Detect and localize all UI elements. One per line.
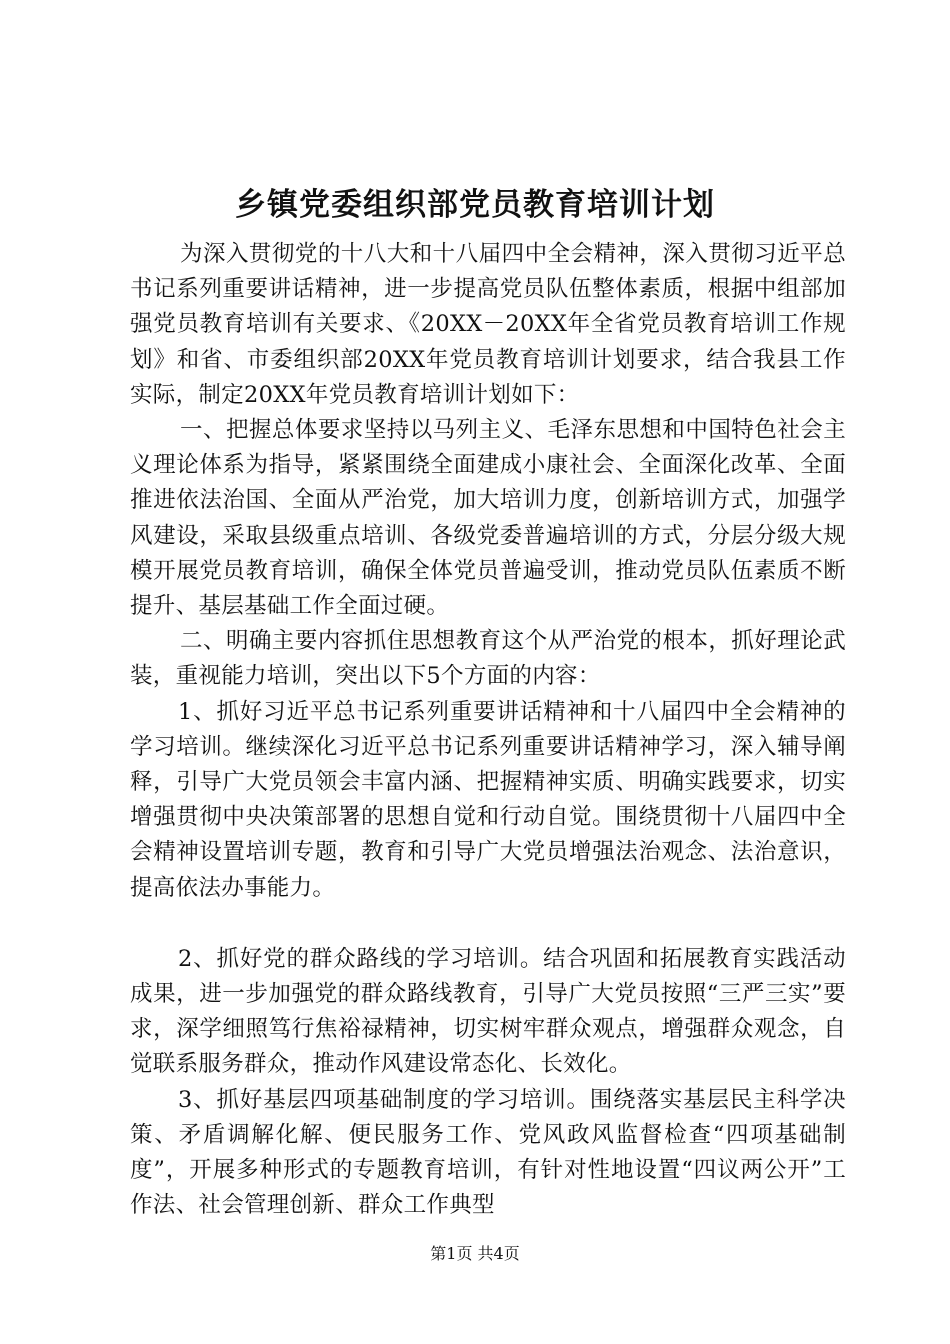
- page-number-footer: 第1页 共4页: [430, 1244, 520, 1263]
- intro-paragraph: 为深入贯彻党的十八大和十八届四中全会精神，深入贯彻习近平总书记系列重要讲话精神，进一步提高党员队伍整体素质，根据中组部加强党员教育培训有关要求、《20XX－20XX年全省党员教育培训工作规划》和省、市委组织部20XX年党员教育培训计划要求，结合我县工作实际，制定20XX年党员教育培训计划如下：: [130, 241, 846, 408]
- item-two-paragraph: 2、抓好党的群众路线的学习培训。结合巩固和拓展教育实践活动成果，进一步加强党的群众路线教育，引导广大党员按照“三严三实”要求，深学细照笃行焦裕禄精神，切实树牢群众观点，增强群众观念，自觉联系服务群众，推动作风建设常态化、长效化。: [130, 945, 846, 1078]
- item-three-paragraph: 3、抓好基层四项基础制度的学习培训。围绕落实基层民主科学决策、矛盾调解化解、便民服务工作、党风政风监督检查“四项基础制度”，开展多种形式的专题教育培训，有针对性地设置“四议两公开”工作法、社会管理创新、群众工作典型: [130, 1086, 846, 1219]
- section-one-paragraph: 一、把握总体要求坚持以马列主义、毛泽东思想和中国特色社会主义理论体系为指导，紧紧围绕全面建成小康社会、全面深化改革、全面推进依法治国、全面从严治党，加大培训力度，创新培训方式，加强学风建设，采取县级重点培训、各级党委普遍培训的方式，分层分级大规模开展党员教育培训，确保全体党员普遍受训，推动党员队伍素质不断提升、基层基础工作全面过硬。: [130, 417, 846, 620]
- item-one-paragraph: 1、抓好习近平总书记系列重要讲话精神和十八届四中全会精神的学习培训。继续深化习近平总书记系列重要讲话精神学习，深入辅导阐释，引导广大党员领会丰富内涵、把握精神实质、明确实践要求，切实增强贯彻中央决策部署的思想自觉和行动自觉。围绕贯彻十八届四中全会精神设置培训专题，教育和引导广大党员增强法治观念、法治意识，提高依法办事能力。: [130, 698, 846, 901]
- section-two-paragraph: 二、明确主要内容抓住思想教育这个从严治党的根本，抓好理论武装，重视能力培训，突出以下5个方面的内容：: [130, 628, 846, 690]
- document-body: [130, 237, 846, 1223]
- paragraph-gap: [130, 906, 846, 942]
- document-title: 乡镇党委组织部党员教育培训计划: [235, 187, 715, 223]
